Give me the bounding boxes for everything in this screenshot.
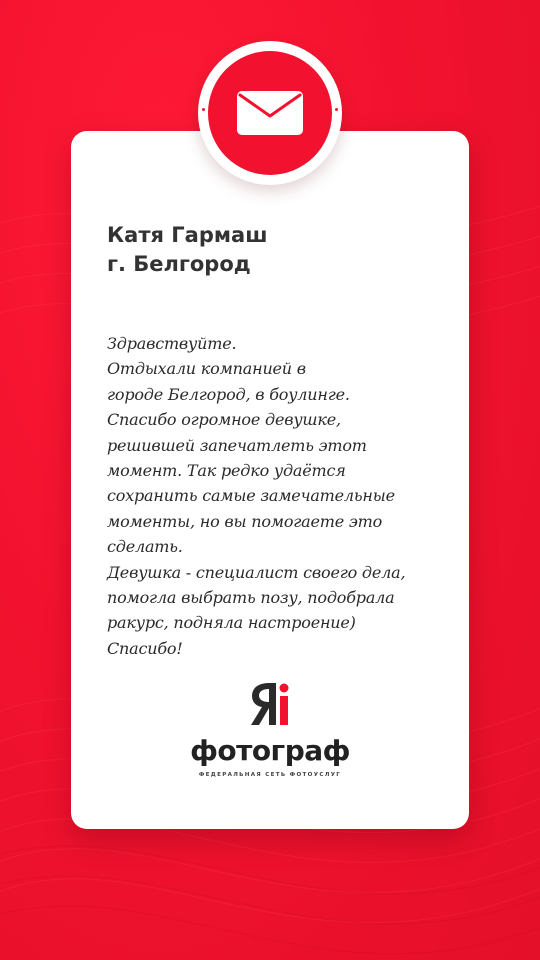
author-city: г. Белгород — [107, 252, 251, 276]
review-card — [71, 131, 469, 829]
brand-name: фотограф — [190, 734, 350, 767]
envelope-icon — [237, 91, 303, 135]
mail-badge-circle — [208, 51, 332, 175]
brand-logo — [71, 679, 469, 789]
badge-dot-left — [200, 106, 207, 113]
mail-badge — [198, 41, 342, 185]
badge-dot-right — [333, 106, 340, 113]
author-name: Катя Гармаш — [107, 223, 268, 247]
author-block — [107, 221, 437, 279]
review-message: Здравствуйте. Отдыхали компанией в городе Белгород, в боулинге. Спасибо огромное девушке, решившей запечатлеть этот момент. Так редко удаётся сохранить самые замечательные моменты, но вы помогаете это сделать. Девушка - специалист своего дела, помогла выбрать позу, подобрала ракурс, подняла настроение) Спасибо! — [107, 334, 406, 658]
ya-logo-icon — [247, 679, 293, 729]
brand-tagline: ФЕДЕРАЛЬНАЯ СЕТЬ ФОТОУСЛУГ — [198, 772, 342, 778]
